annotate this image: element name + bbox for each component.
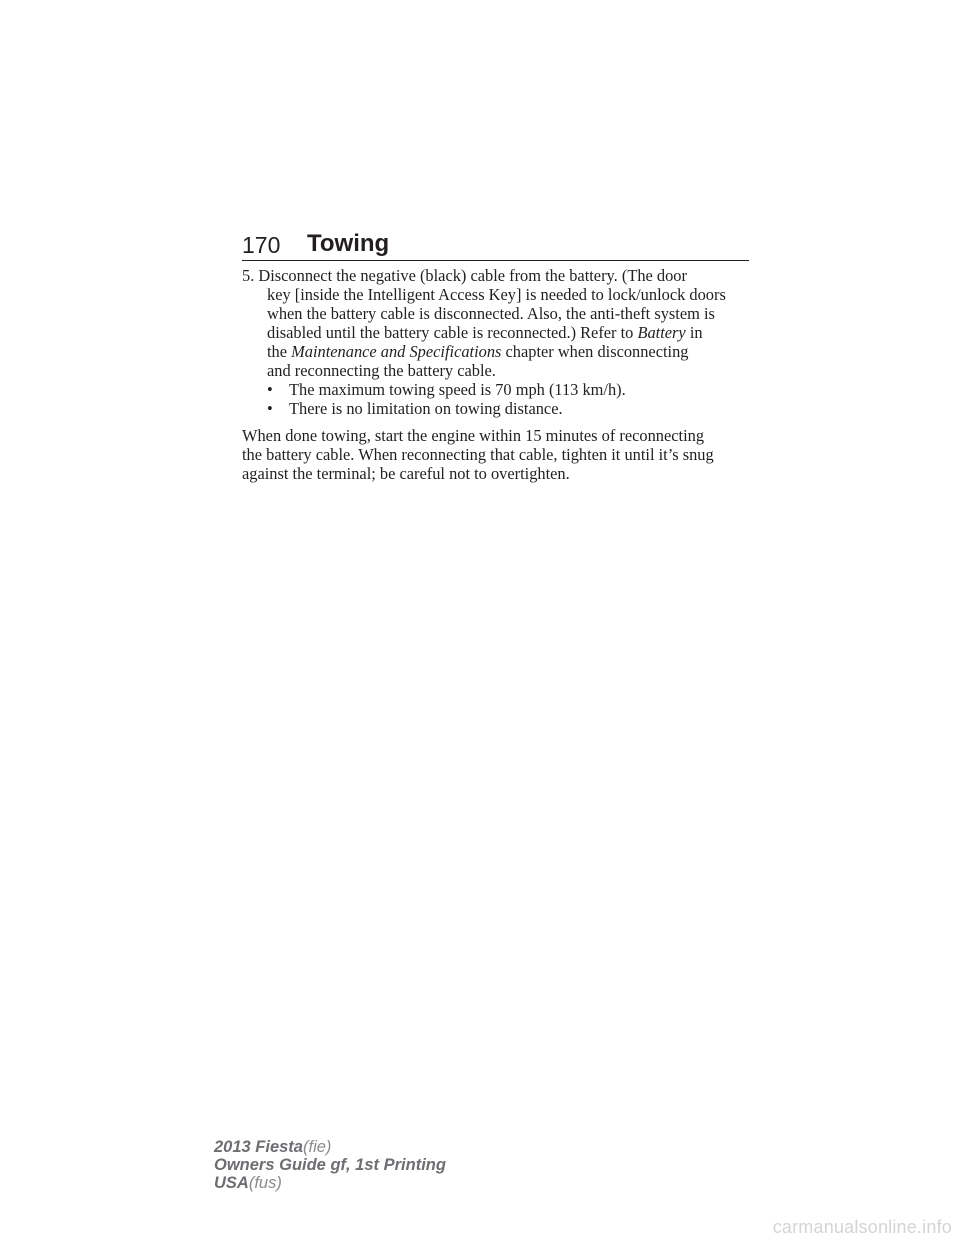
page-content bbox=[242, 266, 762, 483]
step-5-text: the bbox=[267, 342, 292, 361]
step-5-text: chapter when disconnecting bbox=[501, 342, 689, 361]
bullet-icon: • bbox=[267, 380, 273, 399]
bullet-text: The maximum towing speed is 70 mph (113 km/h). bbox=[289, 380, 626, 399]
bullet-item bbox=[242, 399, 762, 418]
footer-line bbox=[214, 1174, 446, 1192]
step-5-line bbox=[242, 323, 762, 342]
footer-market-code: (fus) bbox=[248, 1174, 282, 1192]
spacer bbox=[242, 418, 762, 426]
bullet-icon: • bbox=[267, 399, 273, 418]
step-5-line bbox=[242, 342, 762, 361]
paragraph-line: When done towing, start the engine within 15 minutes of reconnecting bbox=[242, 426, 705, 445]
step-5-text: disabled until the battery cable is reconnected.) Refer to bbox=[267, 323, 638, 342]
step-5-line: and reconnecting the battery cable. bbox=[267, 361, 496, 380]
page-header bbox=[242, 228, 749, 261]
step-5-text: in bbox=[685, 323, 703, 342]
footer-model: 2013 Fiesta bbox=[214, 1138, 303, 1156]
after-towing-paragraph bbox=[242, 426, 762, 483]
chapter-reference: Maintenance and Specifications bbox=[291, 342, 502, 361]
section-title: Towing bbox=[307, 230, 390, 257]
footer-line bbox=[214, 1138, 446, 1156]
print-footer bbox=[214, 1138, 446, 1192]
battery-reference: Battery bbox=[637, 323, 686, 342]
footer-model-code: (fie) bbox=[302, 1138, 332, 1156]
footer-guide: Owners Guide gf, 1st Printing bbox=[214, 1156, 446, 1174]
footer-line bbox=[214, 1156, 446, 1174]
page-number: 170 bbox=[242, 232, 281, 258]
footer-market: USA bbox=[214, 1174, 249, 1192]
step-5 bbox=[242, 266, 762, 418]
watermark: carmanualsonline.info bbox=[772, 1217, 952, 1237]
step-5-line: when the battery cable is disconnected. Also, the anti-theft system is bbox=[267, 304, 715, 323]
bullet-item bbox=[242, 380, 762, 399]
paragraph-line: against the terminal; be careful not to overtighten. bbox=[242, 464, 570, 483]
step-5-line: key [inside the Intelligent Access Key] is needed to lock/unlock doors bbox=[267, 285, 726, 304]
step-5-line: 5. Disconnect the negative (black) cable from the battery. (The door bbox=[242, 266, 687, 285]
paragraph-line: the battery cable. When reconnecting that cable, tighten it until it’s snug bbox=[242, 445, 714, 464]
bullet-text: There is no limitation on towing distance. bbox=[289, 399, 563, 418]
